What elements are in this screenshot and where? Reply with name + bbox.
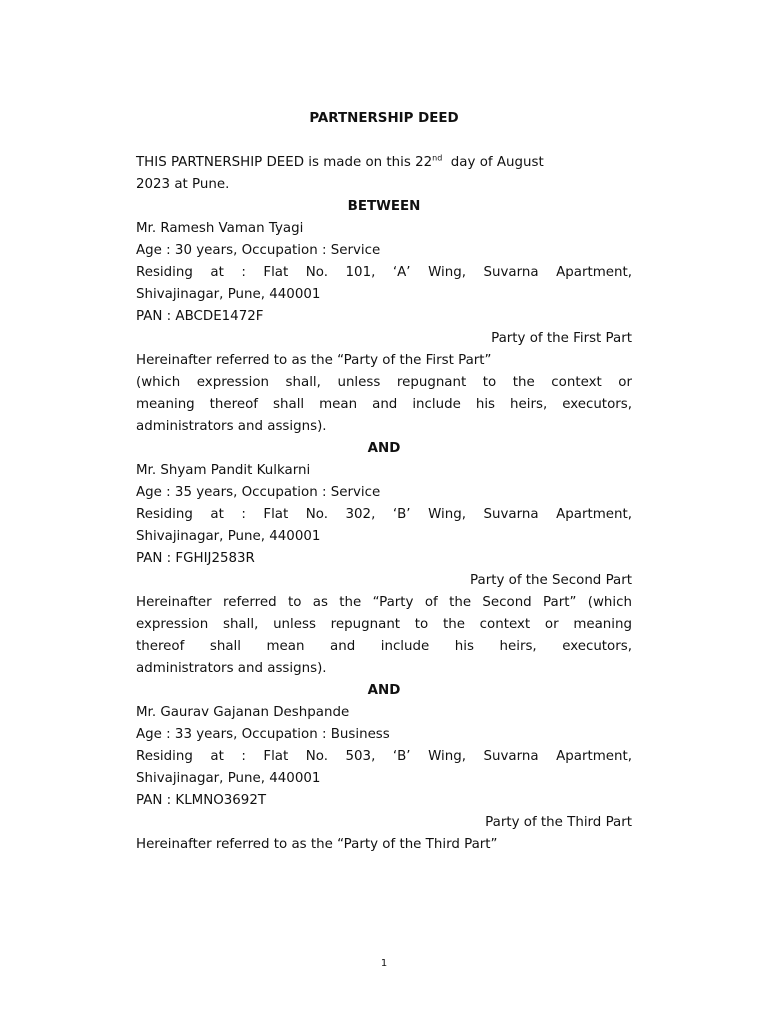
party1-referred: Hereinafter referred to as the “Party of the First Part” xyxy=(136,353,492,368)
party1-clause-line-3: administrators and assigns). xyxy=(136,419,327,434)
party2-clause-line-1: expression shall, unless repugnant to the context or meaning xyxy=(136,617,632,632)
intro-suffix: day of August xyxy=(442,155,544,170)
party1-age: Age : 30 years, Occupation : Service xyxy=(136,243,381,258)
party2-address-line-2: Shivajinagar, Pune, 440001 xyxy=(136,529,321,544)
document-title: PARTNERSHIP DEED xyxy=(309,111,459,126)
party1-role: Party of the First Part xyxy=(491,331,632,346)
party2-referred: Hereinafter referred to as the “Party of the Second Part” (which xyxy=(136,595,632,610)
intro-superscript: nd xyxy=(432,153,443,163)
party2-role: Party of the Second Part xyxy=(470,573,632,588)
intro-line-1 xyxy=(136,154,632,172)
party2-age: Age : 35 years, Occupation : Service xyxy=(136,485,381,500)
and-heading-1: AND xyxy=(367,441,401,456)
party3-age: Age : 33 years, Occupation : Business xyxy=(136,727,390,742)
intro-line-2: 2023 at Pune. xyxy=(136,177,230,192)
party1-pan: PAN : ABCDE1472F xyxy=(136,309,264,324)
party2-clause-line-2: thereof shall mean and include his heirs, executors, xyxy=(136,639,632,654)
party2-address-line-1: Residing at : Flat No. 302, ‘B’ Wing, Suvarna Apartment, xyxy=(136,507,632,522)
party1-name: Mr. Ramesh Vaman Tyagi xyxy=(136,221,304,236)
party3-referred: Hereinafter referred to as the “Party of the Third Part” xyxy=(136,837,498,852)
and-heading-2: AND xyxy=(367,683,401,698)
party2-pan: PAN : FGHIJ2583R xyxy=(136,551,255,566)
between-heading: BETWEEN xyxy=(347,199,421,214)
party1-clause-line-1: (which expression shall, unless repugnant to the context or xyxy=(136,375,632,390)
party1-address-line-2: Shivajinagar, Pune, 440001 xyxy=(136,287,321,302)
party1-clause-line-2: meaning thereof shall mean and include his heirs, executors, xyxy=(136,397,632,412)
party2-name: Mr. Shyam Pandit Kulkarni xyxy=(136,463,311,478)
page-number: 1 xyxy=(380,958,388,969)
intro-prefix: THIS PARTNERSHIP DEED is made on this 22 xyxy=(136,155,433,170)
party1-address-line-1: Residing at : Flat No. 101, ‘A’ Wing, Suvarna Apartment, xyxy=(136,265,632,280)
party3-role: Party of the Third Part xyxy=(485,815,632,830)
party3-name: Mr. Gaurav Gajanan Deshpande xyxy=(136,705,350,720)
party2-clause-line-3: administrators and assigns). xyxy=(136,661,327,676)
party3-address-line-2: Shivajinagar, Pune, 440001 xyxy=(136,771,321,786)
party3-address-line-1: Residing at : Flat No. 503, ‘B’ Wing, Suvarna Apartment, xyxy=(136,749,632,764)
party3-pan: PAN : KLMNO3692T xyxy=(136,793,267,808)
